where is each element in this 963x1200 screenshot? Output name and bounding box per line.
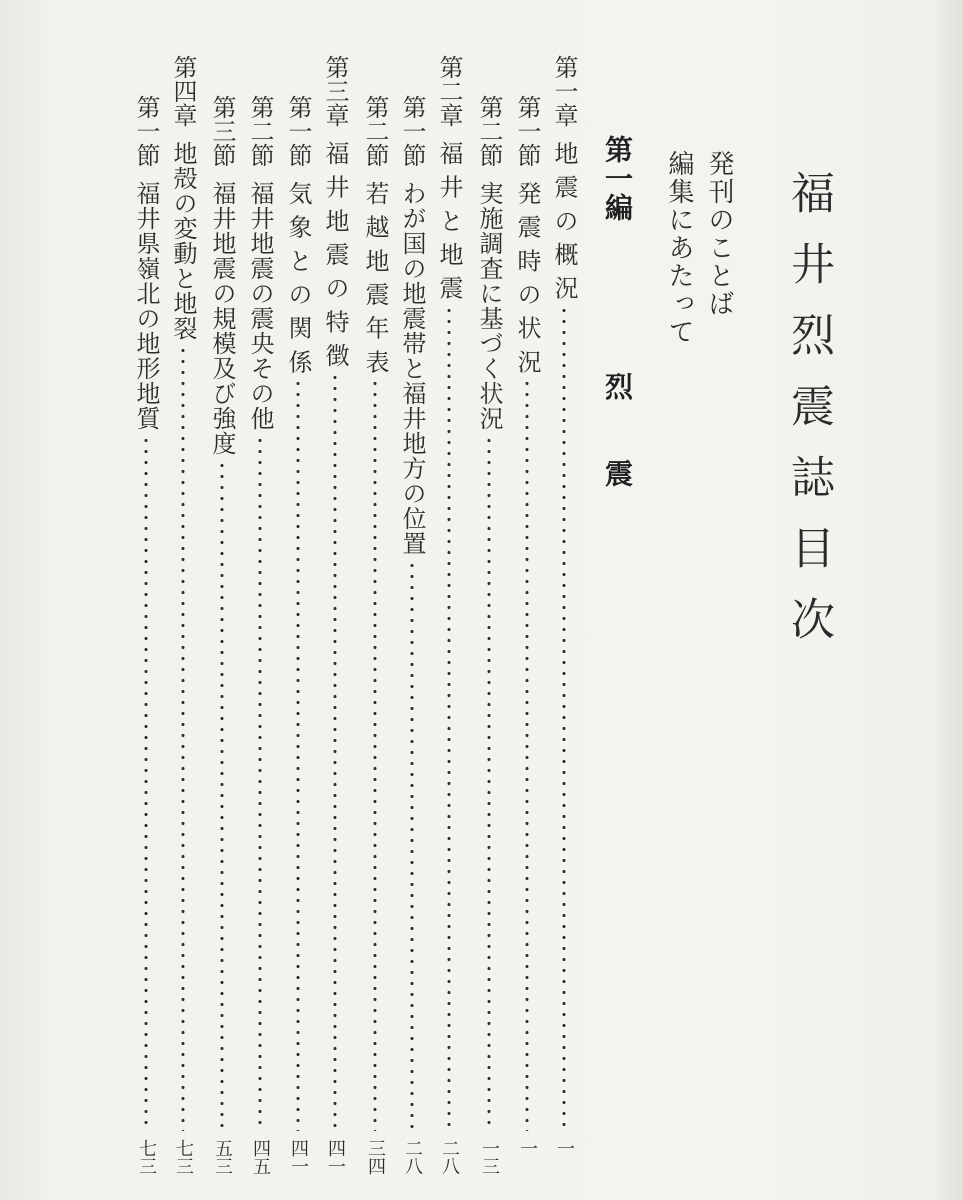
entry-title: 地殻の変動と地裂 [169,141,197,341]
entry-title: 気 象 と の 関 係 [284,181,312,375]
entry-title: 福井地震の規模及び強度 [208,181,236,456]
entry-heading: 第一節 [513,95,541,167]
entry-page-number: 一三 [479,1139,500,1175]
leader-dots [487,435,491,1131]
front-matter-editorial-note: 編集にあたって [664,150,694,346]
entry-page-number: 二八 [439,1139,460,1175]
part-title: 烈 震 [601,372,634,488]
entry-title: 福井地震の震央その他 [246,181,274,431]
entry-heading: 第四章 [169,55,197,127]
toc-entry-chapter-4[interactable] [171,55,195,1185]
toc-entry-section[interactable] [210,95,234,1185]
entry-title: 実施調査に基づく状況 [475,181,503,431]
entry-page-number: 一 [517,1139,538,1157]
entry-title: わが国の地震帯と福井地方の位置 [398,181,426,556]
entry-heading: 第二章 [435,55,463,127]
entry-title: 地 震 の 概 況 [550,141,578,301]
toc-entry-section[interactable] [400,95,424,1185]
entry-title: 発 震 時 の 状 況 [513,181,541,375]
entry-title: 福 井 と 地 震 [435,141,463,301]
entry-page-number: 七三 [136,1139,157,1175]
entry-title: 福井県嶺北の地形地質 [132,181,160,431]
entry-title: 福 井 地 震 の 特 徴 [321,141,349,368]
toc-entry-chapter-1[interactable] [552,55,576,1185]
toc-entry-section[interactable] [515,95,539,1185]
entry-page-number: 二八 [402,1139,423,1175]
leader-dots [220,460,224,1131]
toc-entry-section[interactable] [286,95,310,1185]
front-matter-foreword: 発刊のことば [704,150,734,318]
page-title: 福井烈震誌目次 [783,170,834,667]
leader-dots [333,372,337,1131]
entry-page-number: 七三 [173,1139,194,1175]
toc-entry-chapter-3[interactable] [323,55,347,1185]
adjacent-page-edge [937,0,963,1200]
entry-heading: 第二節 [246,95,274,167]
leader-dots [258,435,262,1131]
toc-entry-section[interactable] [477,95,501,1185]
leader-dots [373,378,377,1131]
toc-entry-chapter-2[interactable] [437,55,461,1185]
entry-page-number: 一 [554,1139,575,1157]
part-heading [601,135,634,488]
toc-entry-section[interactable] [248,95,272,1185]
entry-heading: 第三章 [321,55,349,127]
entry-page-number: 四一 [288,1139,309,1175]
entry-heading: 第三節 [208,95,236,167]
entry-heading: 第一節 [132,95,160,167]
toc-entry-section[interactable] [134,95,158,1185]
entry-heading: 第一節 [398,95,426,167]
entry-page-number: 四五 [250,1139,271,1175]
entry-heading: 第一章 [550,55,578,127]
entry-page-number: 三四 [365,1139,386,1175]
leader-dots [562,305,566,1131]
leader-dots [144,435,148,1131]
entry-heading: 第一節 [284,95,312,167]
toc-entry-section[interactable] [363,95,387,1185]
entry-heading: 第二節 [475,95,503,167]
entry-page-number: 五三 [212,1139,233,1175]
leader-dots [181,345,185,1131]
entry-heading: 第二節 [361,95,389,167]
leader-dots [296,378,300,1131]
leader-dots [410,560,414,1131]
leader-dots [447,305,451,1131]
part-number: 第一編 [601,135,634,222]
entry-page-number: 四一 [325,1139,346,1175]
entry-title: 若 越 地 震 年 表 [361,181,389,375]
leader-dots [525,378,529,1131]
